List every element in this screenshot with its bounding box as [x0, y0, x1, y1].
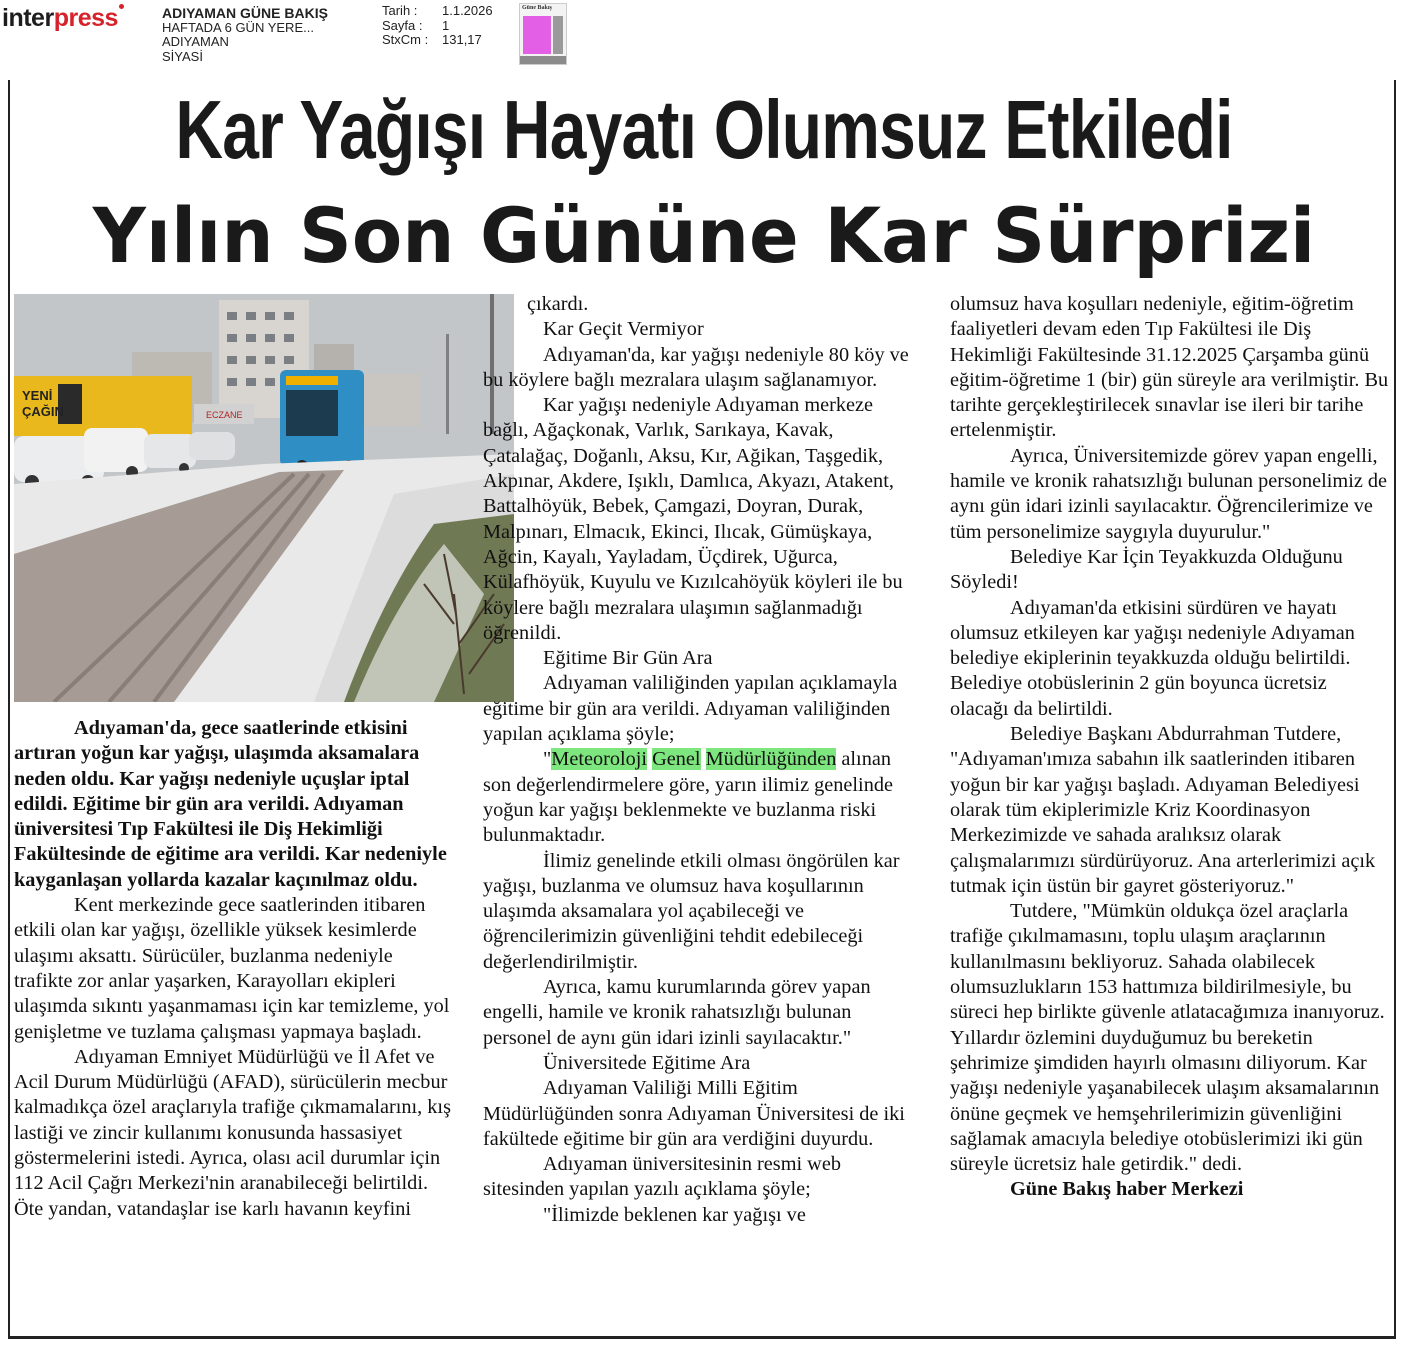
date-label: Tarih :: [382, 3, 418, 18]
publication-city: ADIYAMAN: [162, 34, 229, 49]
col3-paragraph-3: Adıyaman'da etkisini sürdüren ve hayatı olumsuz etkileyen kar yağışı nedeniyle Adıyaman belediye ekiplerinin teyakkuzda olduğu belirtildi. Belediye otobüslerinin 2 gün boyunca ücretsiz olacağı da belirtildi.: [950, 596, 1355, 720]
date-value: 1.1.2026: [442, 3, 493, 18]
col2-paragraph-3: Adıyaman valiliğinden yapılan açıklamayla eğitime bir gün ara verildi. Adıyaman valiliğinden yapılan açıklama şöyle;: [483, 672, 898, 746]
col1-paragraph-1: Kent merkezinde gece saatlerinden itibaren etkili olan kar yağışı, özellikle yüksek kesimlerde ulaşımı aksattı. Sürücüler, buzlanma nedeniyle trafikte zor anlar yaşarken, Karayolları ekipleri ulaşımda sıkıntı yaşanmaması için kar temizleme, yol genişletme ve tuzlama çalışması yapmaya başladı.: [14, 894, 450, 1043]
col3-paragraph-4: Belediye Başkanı Abdurrahman Tutdere, "Adıyaman'ımıza sabahın ilk saatlerinden itibaren yoğun bir kar yağışı başladı. Adıyaman Belediyesi olarak tüm ekiplerimizle Kriz Koordinasyon Merkezimizde ve sahada aralıksız olarak çalışmalarımızı sürdürüyoruz. Ana arterlerimizi açık tutmak için üstün bir gayret gösteriyoruz.": [950, 723, 1376, 897]
subhead-belediye: Belediye Kar İçin Teyakkuzda Olduğunu Söyledi!: [950, 545, 1343, 594]
col2-paragraph-5: İlimiz genelinde etkili olması öngörülen kar yağışı, buzlanma ve olumsuz hava koşullarının ulaşımda aksamalara yol açabileceği ve öğrencilerimizin güvenliğini tehdit edebileceği değerlendirilmiştir.: [483, 849, 900, 973]
article-signature: Güne Bakış haber Merkezi: [1010, 1178, 1244, 1201]
col3-paragraph-2: Ayrıca, Üniversitemizde görev yapan engelli, hamile ve kronik rahatsızlığı bulunan personelimiz de aynı gün idari izinli sayılacaktır. Öğrencilerimize ve tüm personelimize saygıyla duyurulur.": [950, 444, 1388, 543]
publication-frequency: HAFTADA 6 GÜN YERE...: [162, 19, 314, 35]
col3-paragraph-1: olumsuz hava koşulları nedeniyle, eğitim-öğretim faaliyetleri devam eden Tıp Fakültesi ile Diş Hekimliği Fakültesinde 31.12.2025 Çarşamba günü eğitim-öğretime 1 (bir) gün süreyle ara verilmiştir. Bu tarihte gerçekleştirilecek sınavlar ise ileri bir tarihe ertelenmiştir.: [950, 293, 1389, 442]
headline: Kar Yağışı Hayatı Olumsuz Etkiledi: [175, 83, 1233, 176]
page-thumbnail[interactable]: [519, 3, 567, 65]
clipping-meta: [382, 4, 504, 48]
thumbnail-masthead: Güne Bakış: [522, 5, 552, 11]
parked-van: [84, 428, 148, 472]
col2-paragraph-8: Adıyaman üniversitesinin resmi web sitesinden yapılan yazılı açıklama şöyle;: [483, 1153, 841, 1201]
building-far: [359, 374, 419, 426]
lead-paragraph: Adıyaman'da, gece saatlerinde etkisini artıran yoğun kar yağışı, ulaşımda aksamalara neden oldu. Kar yağışı nedeniyle uçuşlar iptal edildi. Eğitime bir gün ara verildi. Adıyaman üniversitesi Tıp Fakültesi ile Diş Hekimliği Fakültesinde de eğitime ara verildi. Kar nedeniyle kayganlaşan yollarda kazalar kaçınılmaz oldu.: [14, 717, 447, 891]
highlight-meteoroloji: Meteoroloji: [551, 748, 648, 771]
thumbnail-side-column: [553, 16, 563, 54]
article-photo: [14, 294, 514, 702]
publication-name: ADIYAMAN GÜNE BAKIŞ: [162, 5, 328, 21]
thumbnail-article-highlight: [523, 16, 551, 54]
pharmacy-sign: ECZANE: [206, 410, 243, 420]
page-label: Sayfa :: [382, 17, 423, 33]
col1-paragraph-2: Adıyaman Emniyet Müdürlüğü ve İl Afet ve Acil Durum Müdürlüğü (AFAD), sürücülerin mecbur kalmadıkça özel araçlarıyla trafiğe çıkmamalarını, kış lastiği ve zincir kullanımı konusunda hassasiyet göstermelerini istedi. Ayrıca, olası acil durumlar için 112 Acil Çağrı Merkezi'nin aranabileceği belirtildi. Öte yandan, vatandaşlar ise karlı havanın keyfini: [14, 1045, 451, 1220]
subhead-universite: Üniversitede Eğitime Ara: [543, 1051, 751, 1074]
size-value: 131,17: [442, 32, 482, 47]
col2-paragraph-9: "İlimizde beklenen kar yağışı ve: [543, 1203, 806, 1226]
snowy-street-image: [14, 294, 514, 702]
size-label: StxCm :: [382, 32, 429, 47]
parked-car-2: [144, 434, 196, 468]
logo-dot-icon: [119, 4, 124, 9]
interpress-logo: interpress: [2, 4, 124, 33]
page-value: 1: [442, 17, 450, 33]
col2-paragraph-2: Kar yağışı nedeniyle Adıyaman merkeze bağlı, Ağaçkonak, Varlık, Sarıkaya, Kavak, Çatalağaç, Doğanlı, Aksu, Kır, Ağikan, Taşgedik, Akpınar, Akdere, Işıklı, Damlıca, Akyazı, Atakent, Battalhöyük, Bebek, Çamgazi, Doyran, Durak, Malpınarı, Elmacık, Ekinci, Ilıcak, Gümüşkaya, Ağcin, Kayalı, Yayladam, Üçdirek, Uğurca, Külafhöyük, Kuyulu ve Kızılcahöyük köyleri ile bu köylere bağlı mezralara ulaşımın sağlanmadığı öğrenildi.: [483, 394, 903, 644]
publication-info: [162, 6, 328, 64]
col2-paragraph-7: Adıyaman Valiliği Milli Eğitim Müdürlüğünden sonra Adıyaman Üniversitesi de iki fakültede eğitime bir gün ara verdiğini duyurdu.: [483, 1077, 905, 1150]
highlight-genel: Genel: [652, 748, 701, 771]
parked-car-3: [189, 432, 235, 460]
publication-section: SİYASİ: [162, 48, 203, 64]
col2-continuation: çıkardı.: [527, 293, 589, 315]
light-pole-2: [446, 334, 449, 434]
column-2: [483, 292, 923, 1228]
subhead-egitime-ara: Eğitime Bir Gün Ara: [543, 647, 713, 670]
billboard-text-1: YENİ: [22, 388, 53, 403]
billboard-text-2: ÇAĞIN: [22, 404, 64, 419]
col2-paragraph-4: "Meteoroloji Genel Müdürlüğünden alınan son değerlendirmelere göre, yarın ilimiz genelinde yoğun kar yağışı beklenmekte ve buzlanma riski bulunmaktadır.: [483, 748, 893, 847]
col2-paragraph-6: Ayrıca, kamu kurumlarında görev yapan engelli, hamile ve kronik rahatsızlığı bulunan personel de aynı gün idari izinli sayılacaktır.": [483, 976, 871, 1049]
col3-paragraph-5: Tutdere, "Mümkün oldukça özel araçlarla trafiğe çıkılmamasını, toplu ulaşım araçlarının kullanılmasını bekliyoruz. Sahada olabilecek olumsuzlukların 153 hattımıza bildirilmesiyle, bu süreci hep birlikte güvenle atlatacağımıza inanıyoruz. Yıllardır özlemini duyduğumuz bu bereketin şehrimize şimdiden hayırlı olmasını diliyorum. Kar yağışı nedeniyle yaşanabilecek ulaşım aksamalarının önüne geçmek ve hemşehrilerimizin güvenliğini sağlamak amacıyla belediye otobüslerimizi iki gün süreyle ücretsiz hale getirdik." dedi.: [950, 900, 1385, 1176]
column-1: [14, 716, 454, 1222]
column-3: [950, 292, 1390, 1203]
col2-paragraph-1: Adıyaman'da, kar yağışı nedeniyle 80 köy ve bu köylere bağlı mezralara ulaşım sağlanamıyor.: [483, 343, 909, 391]
bus-windshield: [286, 390, 338, 436]
subhead-kar-gecit: Kar Geçit Vermiyor: [543, 318, 704, 341]
thumbnail-footer-band: [520, 56, 566, 64]
subheadline: Yılın Son Gününe Kar Sürprizi: [92, 191, 1316, 280]
highlight-mudurlugunden: Müdürlüğünden: [705, 748, 837, 771]
bus-sign: [286, 376, 338, 385]
